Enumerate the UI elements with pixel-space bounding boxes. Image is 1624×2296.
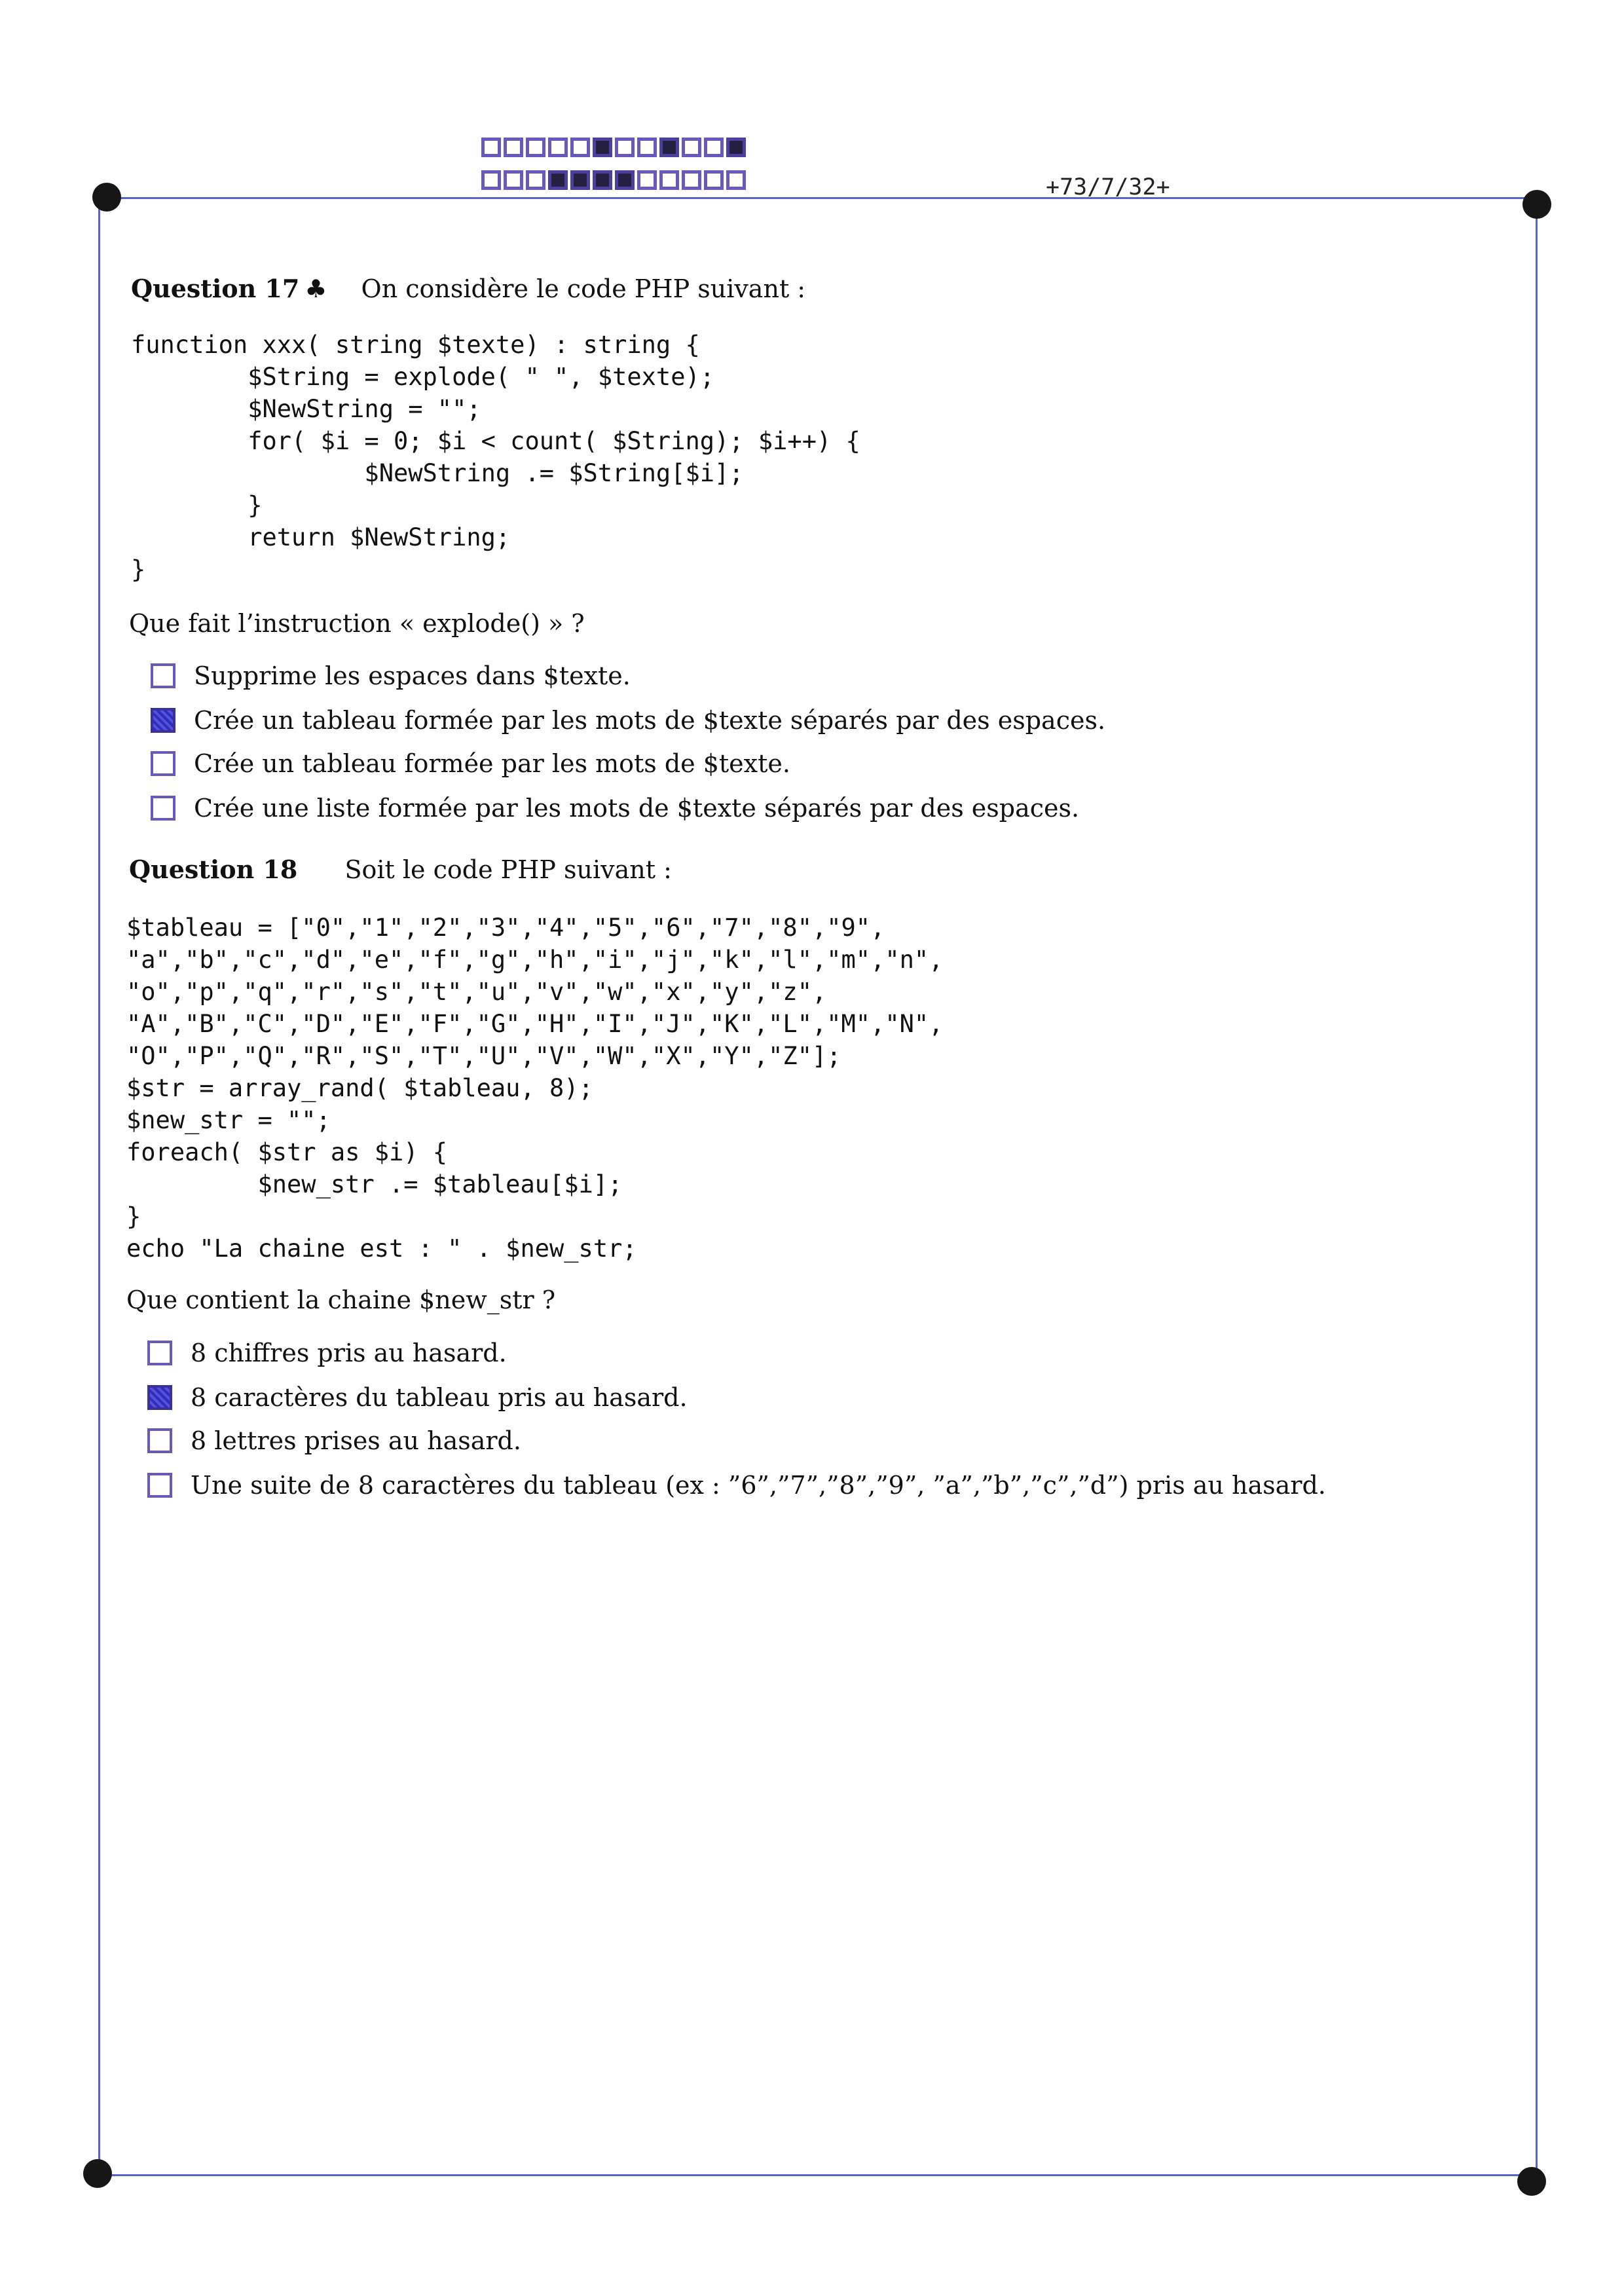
question-18-option-3[interactable] — [147, 1426, 521, 1455]
id-code-box — [637, 138, 657, 157]
id-code-box — [704, 170, 724, 190]
question-18-intro: Soit le code PHP suivant : — [344, 855, 672, 884]
id-code-box — [504, 138, 523, 157]
question-18-heading — [129, 855, 672, 884]
id-code-box-filled — [570, 170, 590, 190]
id-code-box-filled — [593, 138, 612, 157]
id-code-box-filled — [726, 138, 746, 157]
question-17-label: Question 17 — [131, 274, 300, 303]
id-code-box-filled — [593, 170, 612, 190]
id-code-box — [615, 138, 635, 157]
id-code-box — [526, 138, 545, 157]
option-label: 8 caractères du tableau pris au hasard. — [191, 1383, 688, 1412]
frame-right-line — [1536, 198, 1538, 2183]
question-17-heading — [131, 274, 805, 303]
checkbox[interactable] — [151, 751, 175, 776]
option-label: Crée une liste formée par les mots de $texte séparés par des espaces. — [194, 794, 1080, 823]
question-17-option-3[interactable] — [151, 749, 790, 778]
checkbox[interactable] — [151, 663, 175, 688]
id-code-box — [548, 138, 568, 157]
id-code-box-filled — [659, 138, 679, 157]
id-code-box — [637, 170, 657, 190]
id-code-box — [504, 170, 523, 190]
question-17-option-1[interactable] — [151, 661, 631, 690]
id-code-box — [682, 138, 701, 157]
checkbox-checked[interactable] — [151, 708, 175, 733]
option-label: 8 lettres prises au hasard. — [191, 1426, 521, 1455]
sheet-id: +73/7/32+ — [1046, 174, 1170, 200]
corner-dot-top-right — [1522, 190, 1551, 219]
id-code-row-1 — [481, 138, 748, 157]
question-17-option-2[interactable] — [151, 706, 1105, 735]
checkbox[interactable] — [147, 1341, 172, 1365]
question-17-code: function xxx( string $texte) : string { $String = explode( " ", $texte); $NewString = ""; for( $i = 0; $i < count( $String); $i++) { $NewString .= $String[$i]; } return $NewString; } — [131, 331, 860, 583]
checkbox[interactable] — [147, 1473, 172, 1498]
id-code-box — [526, 170, 545, 190]
frame-left-line — [98, 198, 100, 2175]
id-code-box-filled — [548, 170, 568, 190]
question-18-label: Question 18 — [129, 855, 298, 884]
question-18-option-1[interactable] — [147, 1339, 507, 1367]
checkbox[interactable] — [151, 796, 175, 821]
frame-top-line — [107, 197, 1536, 199]
question-17-option-4[interactable] — [151, 794, 1079, 823]
id-code-box — [481, 138, 501, 157]
option-label: Une suite de 8 caractères du tableau (ex : ”6”,”7”,”8”,”9”, ”a”,”b”,”c”,”d”) pris au hasard. — [191, 1471, 1326, 1500]
question-17-intro: On considère le code PHP suivant : — [361, 274, 806, 303]
option-label: Crée un tableau formée par les mots de $texte séparés par des espaces. — [194, 706, 1106, 735]
id-code-box — [570, 138, 590, 157]
id-code-box — [659, 170, 679, 190]
id-code-row-2 — [481, 170, 748, 190]
checkbox-checked[interactable] — [147, 1385, 172, 1410]
option-label: Supprime les espaces dans $texte. — [194, 661, 631, 690]
question-18-code: $tableau = ["0","1","2","3","4","5","6","7","8","9", "a","b","c","d","e","f","g","h","i","j","k","l","m","n", "o","p","q","r","s","t","u","v","w","x","y","z", "A","B","C","D","E","F","G","H","I","J","K","L","M","N", "O","P","Q","R","S","T","U","V","W","X","Y","Z"]; $str = array_rand( $tableau, 8); $new_str = ""; foreach( $str as $i) { $new_str .= $tableau[$i]; } echo "La chaine est : " . $new_str; — [126, 914, 944, 1263]
id-code-box — [481, 170, 501, 190]
id-code-box — [726, 170, 746, 190]
question-17-prompt: Que fait l’instruction « explode() » ? — [129, 609, 585, 638]
frame-bottom-line — [98, 2174, 1536, 2176]
id-code-box — [704, 138, 724, 157]
question-18-prompt: Que contient la chaine $new_str ? — [126, 1286, 556, 1314]
checkbox[interactable] — [147, 1428, 172, 1453]
option-label: Crée un tableau formée par les mots de $texte. — [194, 749, 790, 778]
question-18-option-4[interactable] — [147, 1471, 1326, 1500]
club-icon: ♣ — [304, 274, 327, 303]
question-18-option-2[interactable] — [147, 1383, 688, 1412]
corner-dot-bottom-left — [83, 2159, 112, 2188]
corner-dot-top-left — [92, 183, 121, 212]
id-code-box-filled — [615, 170, 635, 190]
option-label: 8 chiffres pris au hasard. — [191, 1339, 507, 1367]
corner-dot-bottom-right — [1517, 2167, 1546, 2196]
id-code-box — [682, 170, 701, 190]
